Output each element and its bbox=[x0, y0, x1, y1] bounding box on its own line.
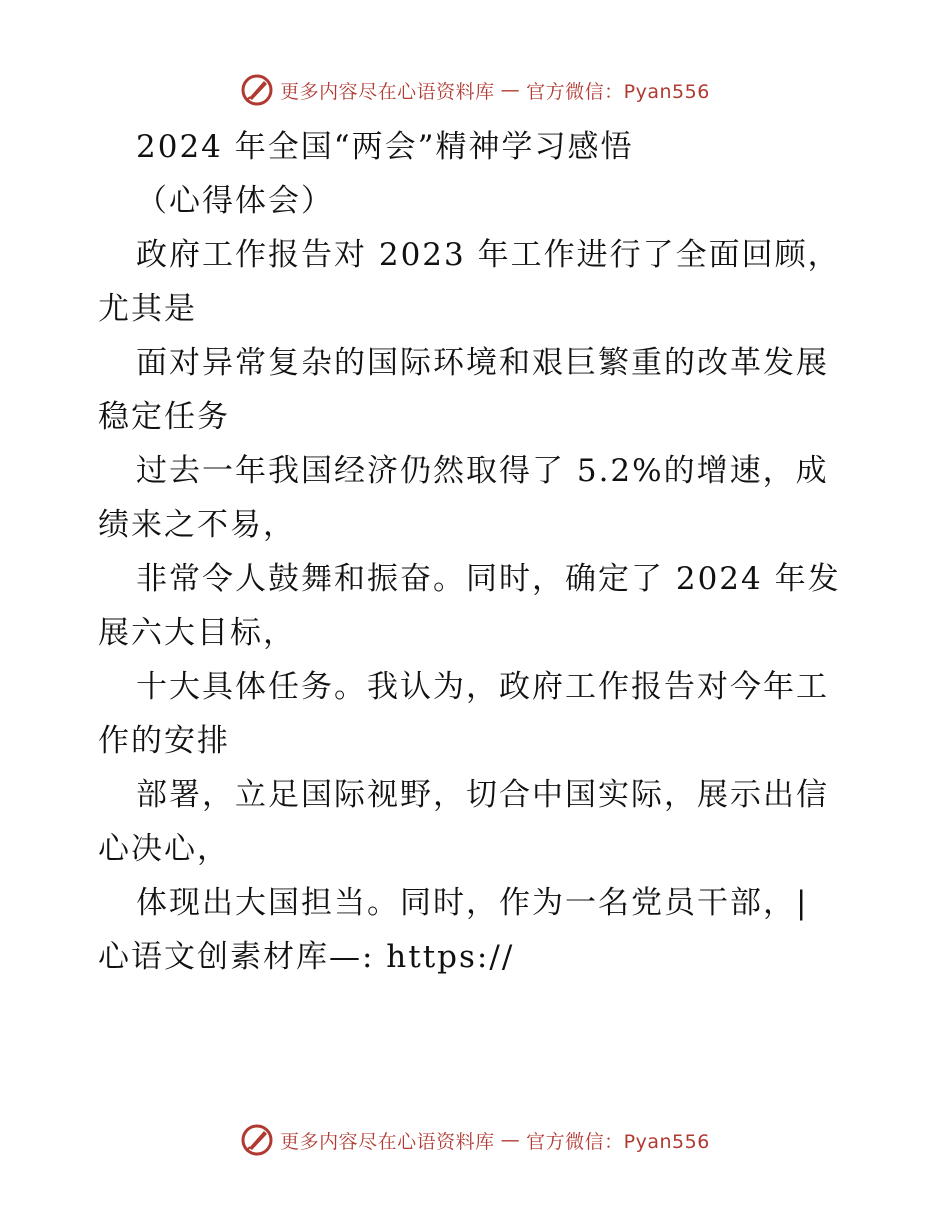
paragraph-line: 心语文创素材库—: https:// bbox=[98, 939, 515, 975]
banner-main-text: 更多内容尽在心语资料库 bbox=[280, 80, 495, 103]
paragraph-line: 稳定任务 bbox=[98, 399, 230, 435]
banner-main-text: 更多内容尽在心语资料库 bbox=[280, 1130, 495, 1153]
paragraph-line: 部署，立足国际视野，切合中国实际，展示出信 bbox=[136, 777, 829, 813]
quill-pen-logo-icon bbox=[240, 73, 274, 107]
paragraph-line: 过去一年我国经济仍然取得了 5.2%的增速，成 bbox=[136, 453, 829, 489]
paragraph-line: 政府工作报告对 2023 年工作进行了全面回顾， bbox=[136, 237, 841, 273]
banner-wechat: 官方微信：Pyan556 bbox=[526, 1130, 710, 1153]
document-subtitle: （心得体会） bbox=[136, 183, 334, 219]
footer-banner bbox=[0, 1120, 950, 1160]
document-title: 2024 年全国“两会”精神学习感悟 bbox=[136, 129, 634, 165]
paragraph-line: 面对异常复杂的国际环境和艰巨繁重的改革发展 bbox=[136, 345, 829, 381]
paragraph-line: 十大具体任务。我认为，政府工作报告对今年工 bbox=[136, 669, 829, 705]
paragraph-line: 尤其是 bbox=[98, 291, 197, 327]
banner-wechat: 官方微信：Pyan556 bbox=[526, 80, 710, 103]
quill-pen-logo-icon bbox=[240, 1123, 274, 1157]
banner-separator: — bbox=[500, 1129, 521, 1151]
paragraph-line: 心决心， bbox=[98, 831, 230, 867]
paragraph-line: 绩来之不易， bbox=[98, 507, 296, 543]
header-banner bbox=[0, 70, 950, 110]
paragraph-line: 非常令人鼓舞和振奋。同时，确定了 2024 年发 bbox=[136, 561, 841, 597]
banner-separator: — bbox=[500, 79, 521, 101]
paragraph-line: 作的安排 bbox=[98, 723, 230, 759]
paragraph-line: 体现出大国担当。同时，作为一名党员干部，| bbox=[136, 885, 809, 921]
document-body bbox=[98, 120, 858, 984]
paragraph-line: 展六大目标， bbox=[98, 615, 296, 651]
